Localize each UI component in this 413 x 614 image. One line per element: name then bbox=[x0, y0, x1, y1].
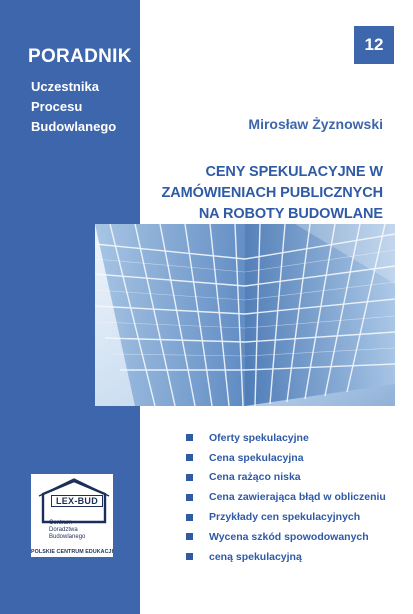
list-item bbox=[186, 547, 386, 567]
list-item-text: Cena spekulacyjna bbox=[209, 451, 304, 464]
bullet-square-icon bbox=[186, 474, 193, 481]
series-subtitle-line: Procesu bbox=[31, 99, 83, 114]
glass-skyscraper-photo bbox=[95, 224, 395, 406]
list-item-text: Wycena szkód spowodowanych bbox=[209, 530, 369, 543]
publisher-name: POLSKIE CENTRUM EDUKACJI bbox=[31, 549, 114, 555]
bullet-square-icon bbox=[186, 494, 193, 501]
book-title-line: ZAMÓWIENIACH PUBLICZNYCH bbox=[161, 185, 383, 201]
list-item bbox=[186, 507, 386, 527]
logo-subtitle bbox=[49, 520, 113, 541]
list-item-text: Oferty spekulacyjne bbox=[209, 431, 309, 444]
logo-name: LEX-BUD bbox=[51, 495, 103, 507]
list-item-text: Cena rażąco niska bbox=[209, 471, 301, 484]
list-item-text: ceną spekulacyjną bbox=[209, 550, 302, 563]
list-item-text: Cena zawierająca błąd w obliczeniu bbox=[209, 491, 386, 504]
logo-subtitle-line: Centrum bbox=[49, 520, 73, 526]
book-title-line: CENY SPEKULACYJNE W bbox=[205, 164, 383, 180]
topics-list bbox=[186, 428, 386, 567]
publisher-logo bbox=[29, 472, 115, 559]
bullet-square-icon bbox=[186, 434, 193, 441]
list-item bbox=[186, 487, 386, 507]
book-title bbox=[123, 162, 383, 225]
series-name: PORADNIK bbox=[28, 46, 132, 67]
bullet-square-icon bbox=[186, 553, 193, 560]
book-title-line: NA ROBOTY BUDOWLANE bbox=[198, 206, 383, 222]
logo-subtitle-line: Doradztwa Budowlanego bbox=[49, 527, 86, 540]
bullet-square-icon bbox=[186, 514, 193, 521]
series-subtitle-line: Budowlanego bbox=[31, 119, 117, 134]
author-name: Mirosław Żyznowski bbox=[248, 116, 383, 132]
series-subtitle bbox=[31, 77, 116, 137]
list-item bbox=[186, 448, 386, 468]
list-item-text: Przykłady cen spekulacyjnych bbox=[209, 511, 361, 524]
list-item bbox=[186, 468, 386, 488]
volume-number: 12 bbox=[364, 35, 384, 54]
volume-number-badge bbox=[354, 26, 394, 64]
bullet-square-icon bbox=[186, 533, 193, 540]
series-subtitle-line: Uczestnika bbox=[31, 79, 99, 94]
skyscraper-illustration bbox=[95, 224, 395, 406]
list-item bbox=[186, 527, 386, 547]
bullet-square-icon bbox=[186, 454, 193, 461]
list-item bbox=[186, 428, 386, 448]
